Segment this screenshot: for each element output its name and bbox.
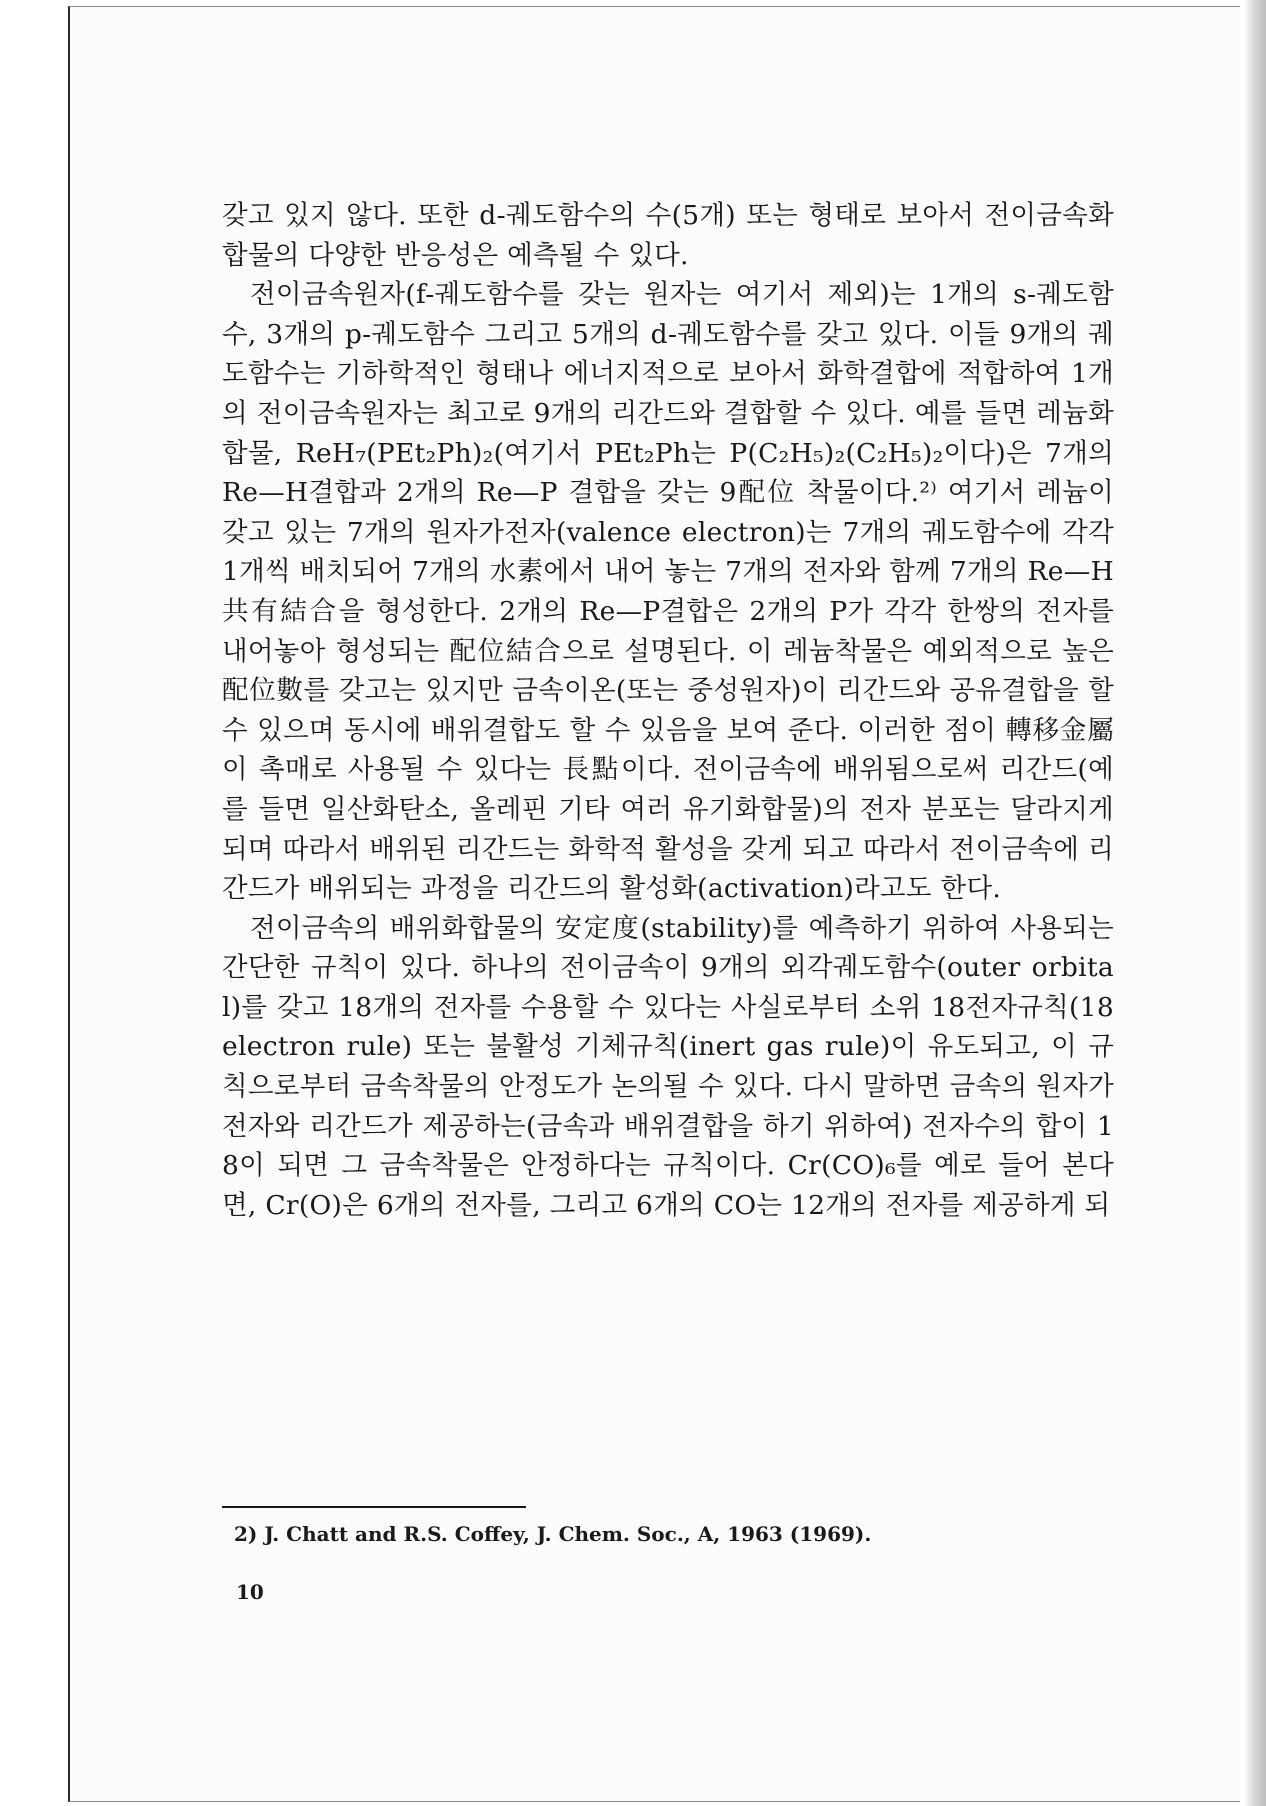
page-number: 10 bbox=[236, 1580, 264, 1604]
paragraph-2: 전이금속원자(f-궤도함수를 갖는 원자는 여기서 제외)는 1개의 s-궤도함수, 3개의 p-궤도함수 그리고 5개의 d-궤도함수를 갖고 있다. 이들 9개의 궤도함수는 기하학적인 형태나 에너지적으로 보아서 화학결합에 적합하여 1개의 전이금속원자는 최고로 9개의 리간드와 결합할 수 있다. 예를 들면 레늄화합물, ReH₇(PEt₂Ph)₂(여기서 PEt₂Ph는 P(C₂H₅)₂(C₂H₅)₂이다)은 7개의 Re—H결합과 2개의 Re—P 결합을 갖는 9配位 착물이다.²⁾ 여기서 레늄이 갖고 있는 7개의 원자가전자(valence electron)는 7개의 궤도함수에 각각 1개씩 배치되어 7개의 水素에서 내어 놓는 7개의 전자와 함께 7개의 Re—H共有結合을 형성한다. 2개의 Re—P결합은 2개의 P가 각각 한쌍의 전자를 내어놓아 형성되는 配位結合으로 설명된다. 이 레늄착물은 예외적으로 높은 配位數를 갖고는 있지만 금속이온(또는 중성원자)이 리간드와 공유결합을 할 수 있으며 동시에 배위결합도 할 수 있음을 보여 준다. 이러한 점이 轉移金屬이 촉매로 사용될 수 있다는 長點이다. 전이금속에 배위됨으로써 리간드(예를 들면 일산화탄소, 올레핀 기타 여러 유기화합물)의 전자 분포는 달라지게 되며 따라서 배위된 리간드는 화학적 활성을 갖게 되고 따라서 전이금속에 리간드가 배위되는 과정을 리간드의 활성화(activation)라고도 한다. bbox=[222, 279, 1114, 905]
body-text bbox=[222, 196, 1114, 1225]
paragraph-1: 갖고 있지 않다. 또한 d-궤도함수의 수(5개) 또는 형태로 보아서 전이금속화합물의 다양한 반응성은 예측될 수 있다. bbox=[222, 200, 1114, 271]
paragraph-3: 전이금속의 배위화합물의 安定度(stability)를 예측하기 위하여 사용되는 간단한 규칙이 있다. 하나의 전이금속이 9개의 외각궤도함수(outer orbital)를 갖고 18개의 전자를 수용할 수 있다는 사실로부터 소위 18전자규칙(18 electron rule) 또는 불활성 기체규칙(inert gas rule)이 유도되고, 이 규칙으로부터 금속착물의 안정도가 논의될 수 있다. 다시 말하면 금속의 원자가전자와 리간드가 제공하는(금속과 배위결합을 하기 위하여) 전자수의 합이 18이 되면 그 금속착물은 안정하다는 규칙이다. Cr(CO)₆를 예로 들어 본다면, Cr(O)은 6개의 전자를, 그리고 6개의 CO는 12개의 전자를 제공하게 되 bbox=[222, 912, 1114, 1221]
footnote: 2) J. Chatt and R.S. Coffey, J. Chem. Soc., A, 1963 (1969). bbox=[234, 1522, 872, 1546]
viewer-right-edge bbox=[1244, 0, 1266, 1806]
footnote-divider bbox=[222, 1506, 526, 1508]
